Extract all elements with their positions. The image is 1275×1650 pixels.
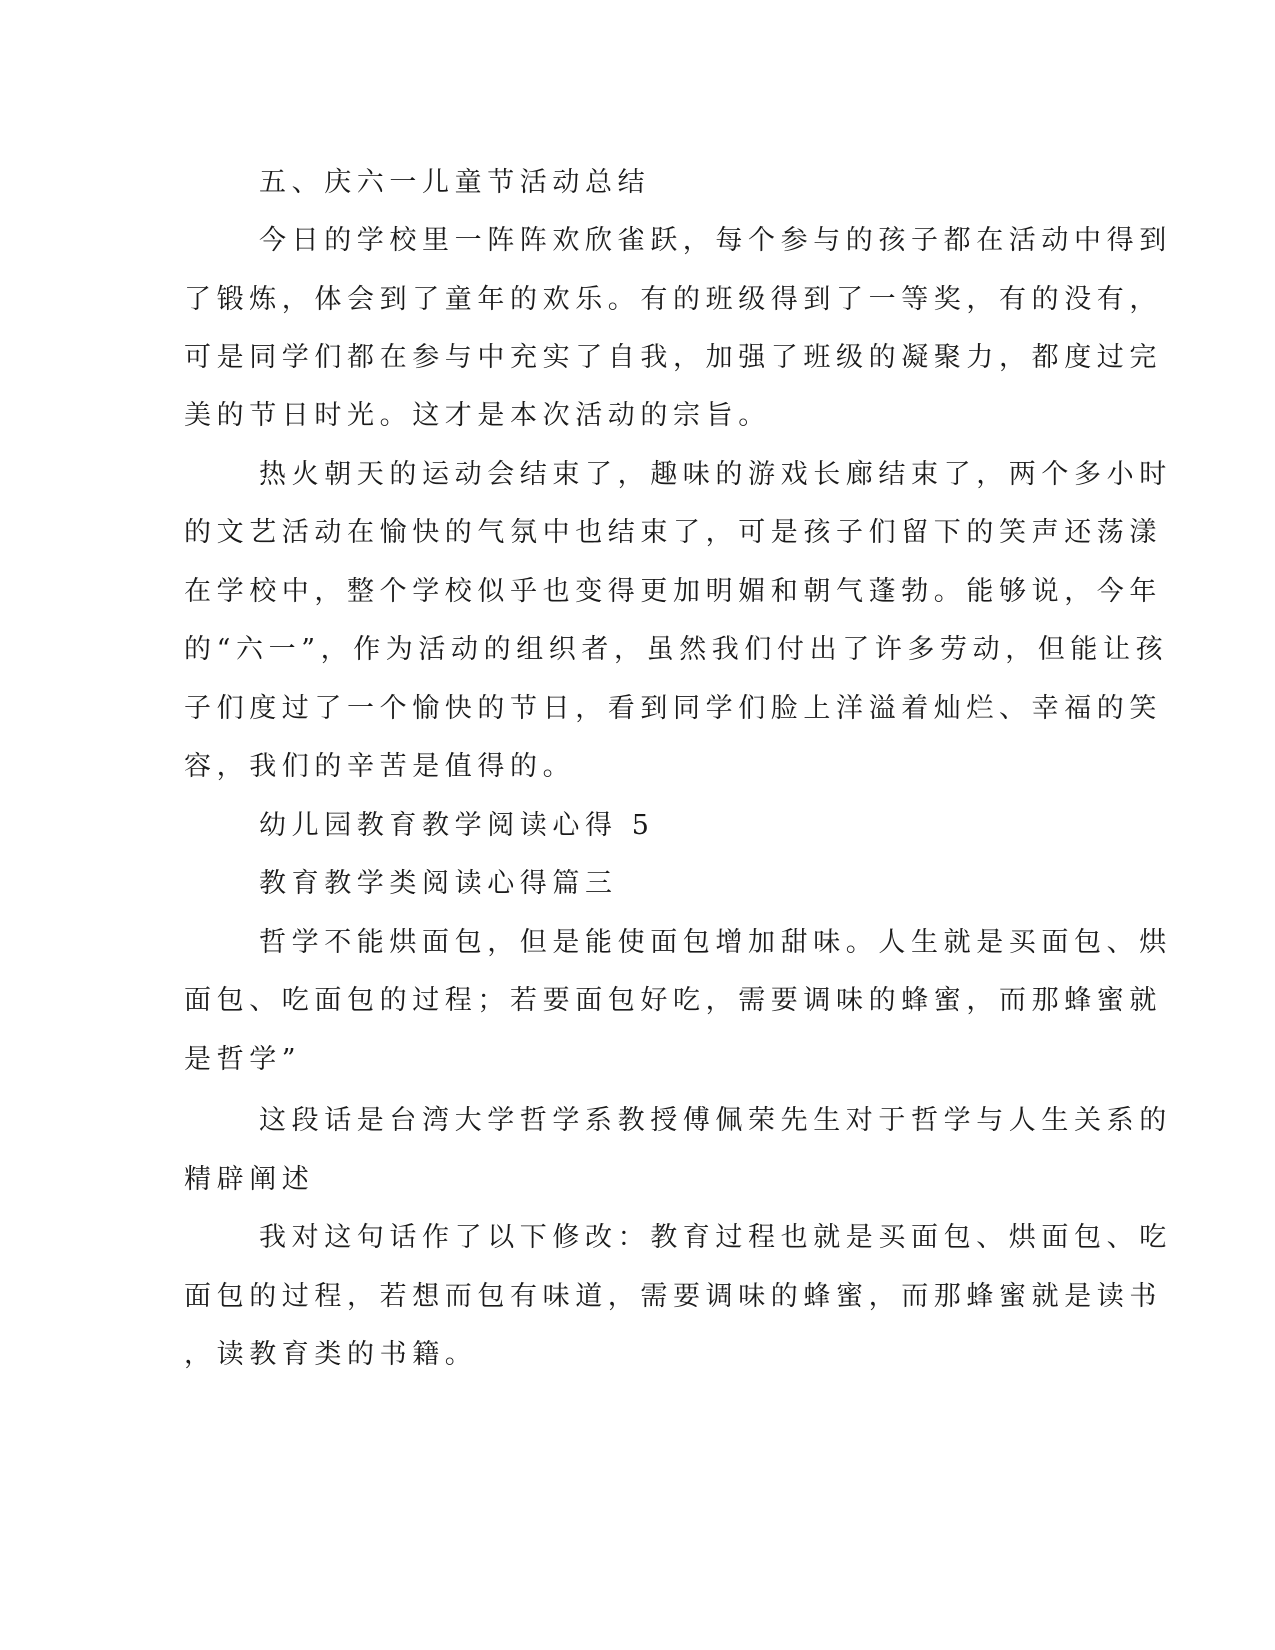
paragraph-line: 哲学不能烘面包，但是能使面包增加甜味。人生就是买面包、烘 bbox=[259, 927, 1172, 958]
paragraph-line: 热火朝天的运动会结束了，趣味的游戏长廊结束了，两个多小时 bbox=[259, 459, 1172, 490]
paragraph-line: 面包的过程，若想而包有味道，需要调味的蜂蜜，而那蜂蜜就是读书 bbox=[184, 1281, 1162, 1312]
paragraph-line: 子们度过了一个愉快的节日，看到同学们脸上洋溢着灿烂、幸福的笑 bbox=[184, 693, 1162, 724]
paragraph-line: ，读教育类的书籍。 bbox=[184, 1339, 478, 1370]
section-subtitle: 教育教学类阅读心得篇三 bbox=[259, 868, 618, 899]
paragraph-line: 面包、吃面包的过程；若要面包好吃，需要调味的蜂蜜，而那蜂蜜就 bbox=[184, 985, 1162, 1016]
paragraph-line: 容，我们的辛苦是值得的。 bbox=[184, 751, 576, 782]
paragraph-line: 了锻炼，体会到了童年的欢乐。有的班级得到了一等奖，有的没有， bbox=[184, 284, 1162, 315]
paragraph-line: 美的节日时光。这才是本次活动的宗旨。 bbox=[184, 400, 771, 431]
paragraph-line: 我对这句话作了以下修改：教育过程也就是买面包、烘面包、吃 bbox=[259, 1222, 1172, 1253]
paragraph-line: 可是同学们都在参与中充实了自我，加强了班级的凝聚力，都度过完 bbox=[184, 342, 1162, 373]
paragraph-line: 在学校中，整个学校似乎也变得更加明媚和朝气蓬勃。能够说，今年 bbox=[184, 576, 1162, 607]
paragraph-line: 的文艺活动在愉快的气氛中也结束了，可是孩子们留下的笑声还荡漾 bbox=[184, 517, 1162, 548]
paragraph-line: 的“六一”，作为活动的组织者，虽然我们付出了许多劳动，但能让孩 bbox=[184, 634, 1169, 665]
paragraph-line: 这段话是台湾大学哲学系教授傅佩荣先生对于哲学与人生关系的 bbox=[259, 1105, 1172, 1136]
section-title: 幼儿园教育教学阅读心得 5 bbox=[259, 810, 655, 841]
paragraph-line: 精辟阐述 bbox=[184, 1164, 315, 1195]
paragraph-line: 今日的学校里一阵阵欢欣雀跃，每个参与的孩子都在活动中得到 bbox=[259, 225, 1172, 256]
section-heading: 五、庆六一儿童节活动总结 bbox=[259, 167, 651, 198]
paragraph-line: 是哲学” bbox=[184, 1044, 302, 1075]
